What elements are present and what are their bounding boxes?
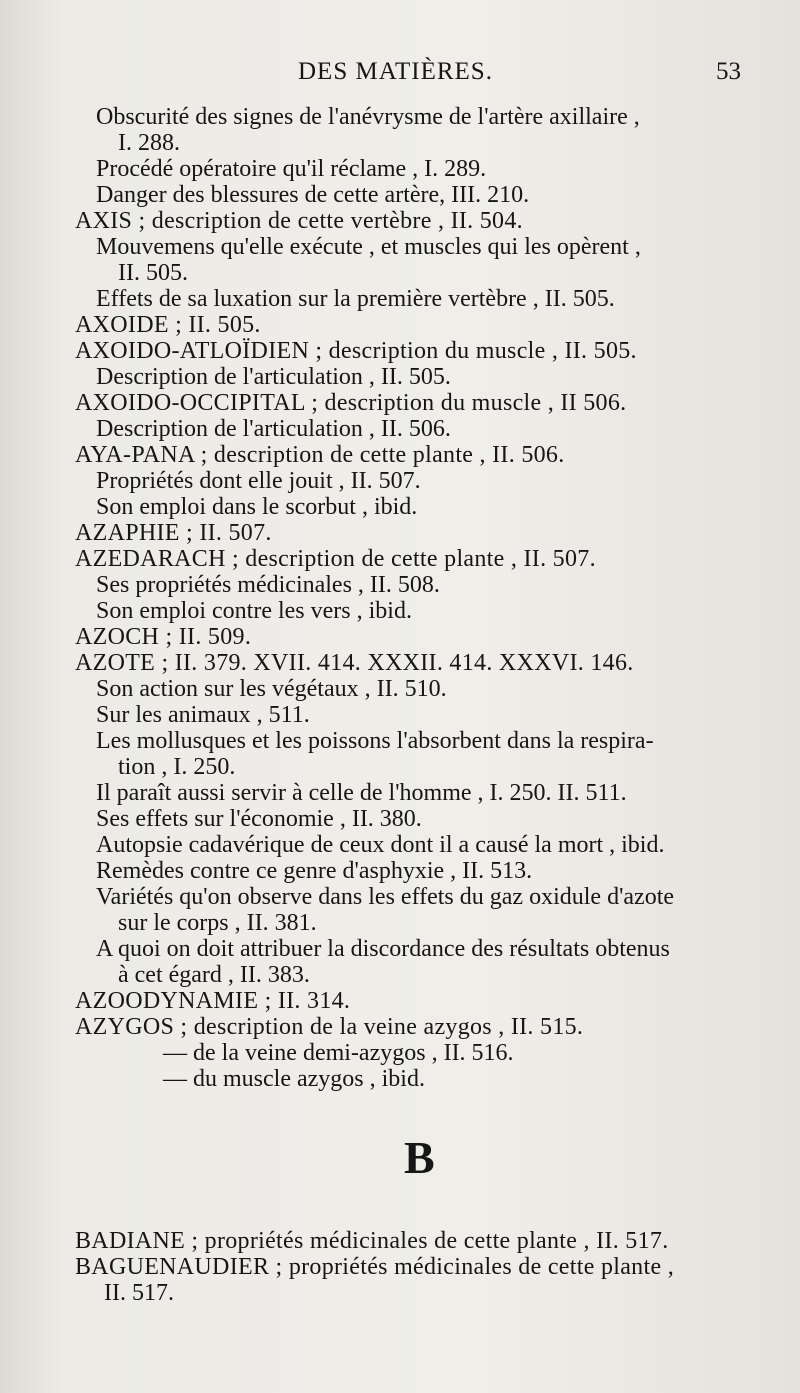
index-entry-heading: BADIANE ; propriétés médicinales de cette plante , II. 517.: [75, 1228, 669, 1254]
index-entry-line: Son emploi dans le scorbut , ibid.: [96, 494, 418, 520]
index-entry-line: II. 517.: [104, 1280, 174, 1306]
index-entry-line: A quoi on doit attribuer la discordance des résultats obtenus: [96, 936, 670, 962]
index-entry-line: sur le corps , II. 381.: [118, 910, 317, 936]
index-entry-line: à cet égard , II. 383.: [118, 962, 310, 988]
index-entry-line: — du muscle azygos , ibid.: [163, 1066, 425, 1092]
index-entry-line: Propriétés dont elle jouit , II. 507.: [96, 468, 421, 494]
index-entry-line: Ses propriétés médicinales , II. 508.: [96, 572, 440, 598]
running-header: [0, 58, 800, 94]
index-entry-heading: BAGUENAUDIER ; propriétés médicinales de cette plante ,: [75, 1254, 674, 1280]
index-entry-line: Variétés qu'on observe dans les effets du gaz oxidule d'azote: [96, 884, 675, 910]
index-entry-line: — de la veine demi-azygos , II. 516.: [163, 1040, 514, 1066]
index-entry-heading: AXOIDE ; II. 505.: [75, 312, 261, 338]
index-entry-heading: AXOIDO-ATLOÏDIEN ; description du muscle , II. 505.: [75, 338, 637, 364]
header-title: DES MATIÈRES.: [298, 58, 493, 85]
index-entry-heading: AZYGOS ; description de la veine azygos , II. 515.: [75, 1014, 584, 1040]
index-entry-line: Il paraît aussi servir à celle de l'homme , I. 250. II. 511.: [96, 780, 627, 806]
index-entry-heading: AYA-PANA ; description de cette plante , II. 506.: [75, 442, 565, 468]
index-entry-line: II. 505.: [118, 260, 188, 286]
index-entry-line: Sur les animaux , 511.: [96, 702, 310, 728]
index-entry-heading: AZOODYNAMIE ; II. 314.: [75, 988, 351, 1014]
index-entry-line: Les mollusques et les poissons l'absorbent dans la respira-: [96, 728, 654, 754]
index-entry-heading: AZAPHIE ; II. 507.: [75, 520, 272, 546]
index-entry-line: Danger des blessures de cette artère, III. 210.: [96, 182, 530, 208]
page-number: 53: [716, 58, 741, 85]
index-entry-line: Effets de sa luxation sur la première vertèbre , II. 505.: [96, 286, 615, 312]
index-entry-line: Procédé opératoire qu'il réclame , I. 289.: [96, 156, 487, 182]
index-entry-line: Obscurité des signes de l'anévrysme de l'artère axillaire ,: [96, 104, 640, 130]
index-entry-line: Autopsie cadavérique de ceux dont il a causé la mort , ibid.: [96, 832, 665, 858]
index-entry-line: Son action sur les végétaux , II. 510.: [96, 676, 447, 702]
index-entry-line: Remèdes contre ce genre d'asphyxie , II. 513.: [96, 858, 533, 884]
index-entry-line: Ses effets sur l'économie , II. 380.: [96, 806, 422, 832]
index-entry-heading: AXIS ; description de cette vertèbre , II. 504.: [75, 208, 523, 234]
index-entry-line: tion , I. 250.: [118, 754, 236, 780]
index-entry-line: Mouvemens qu'elle exécute , et muscles qui les opèrent ,: [96, 234, 641, 260]
index-entry-heading: AZOTE ; II. 379. XVII. 414. XXXII. 414. XXXVI. 146.: [75, 650, 634, 676]
index-entry-heading: AXOIDO-OCCIPITAL ; description du muscle , II 506.: [75, 390, 627, 416]
index-entry-heading: AZOCH ; II. 509.: [75, 624, 252, 650]
index-entry-line: Description de l'articulation , II. 506.: [96, 416, 451, 442]
section-letter: B: [404, 1132, 435, 1183]
index-entry-line: I. 288.: [118, 130, 180, 156]
index-entry-heading: AZEDARACH ; description de cette plante , II. 507.: [75, 546, 596, 572]
index-entry-line: Son emploi contre les vers , ibid.: [96, 598, 412, 624]
index-entry-line: Description de l'articulation , II. 505.: [96, 364, 451, 390]
